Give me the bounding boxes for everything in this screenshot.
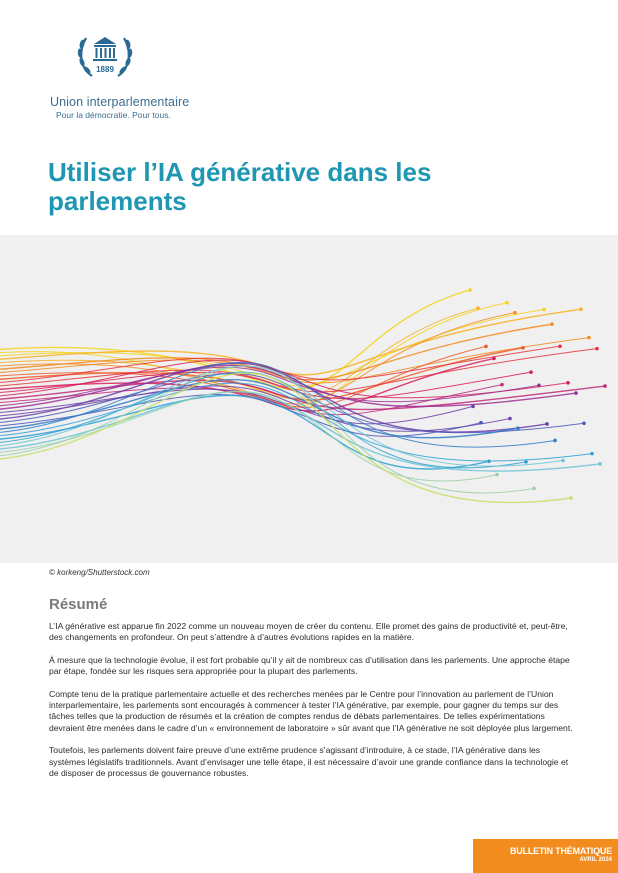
decorative-line-end [468, 288, 472, 292]
badge-label: BULLETIN THÉMATIQUE [509, 846, 612, 856]
organization-tagline: Pour la démocratie. Pour tous. [56, 110, 171, 120]
badge-date: AVRIL 2024 [579, 857, 612, 863]
summary-paragraph: Compte tenu de la pratique parlementaire actuelle et des recherches menées par le Centre pour l’innovation au parlement de l’Union interparlementaire, les parlements sont encouragés à commencer à tester l’IA générative, par exemple, pour gagner du temps sur des tâches telles que la production de résumés et la création de comptes rendus de débats parlementaires. De telles expérimentations devraient être menées dans le cadre d’un « environnement de laboratoire » sûr avant que l’IA générative ne soit déployée plus largement. [49, 688, 573, 733]
summary-paragraph: L’IA générative est apparue fin 2022 comme un nouveau moyen de créer du contenu. Elle promet des gains de productivité et, peut-être, des changements en profondeur. On peut s’attendre à d’autres évolutions rapides en la matière. [49, 621, 568, 643]
decorative-line-end [476, 306, 480, 310]
decorative-line-end [521, 346, 525, 350]
decorative-line-end [582, 421, 586, 425]
decorative-line-end [529, 370, 533, 374]
decorative-line-end [484, 345, 488, 349]
summary-body [49, 621, 574, 790]
decorative-line-end [479, 421, 483, 425]
bulletin-badge [473, 839, 618, 873]
decorative-line-end [579, 308, 583, 312]
decorative-line-end [505, 301, 509, 305]
decorative-line-end [524, 460, 528, 464]
hero-image [0, 235, 618, 563]
decorative-line-end [532, 487, 536, 491]
decorative-line-end [550, 322, 554, 326]
decorative-line-end [537, 384, 541, 388]
decorative-line-end [500, 383, 504, 387]
decorative-line-end [558, 344, 562, 348]
document-title: Utiliser l’IA générative dans les parlements [48, 157, 432, 216]
decorative-line-end [487, 459, 491, 463]
decorative-line-end [553, 439, 557, 443]
image-credit: © korkeng/Shutterstock.com [49, 568, 150, 577]
summary-paragraph: À mesure que la technologie évolue, il est fort probable qu’il y ait de nombreux cas d’utilisation dans les parlements. Une approche étape par étape, fondée sur les risques sera appropriée pour la plupart des parlements. [49, 654, 570, 677]
decorative-line-end [516, 426, 520, 430]
summary-heading: Résumé [49, 596, 108, 613]
decorative-line-end [574, 391, 578, 395]
decorative-line-end [590, 452, 594, 456]
decorative-line-end [542, 308, 546, 312]
decorative-line-end [603, 384, 607, 388]
colorful-flowing-lines-image [0, 235, 618, 563]
decorative-line-end [508, 417, 512, 421]
organization-name: Union interparlementaire [50, 95, 190, 109]
decorative-line-end [569, 496, 573, 500]
decorative-line-end [566, 381, 570, 385]
decorative-line-end [513, 311, 517, 315]
decorative-line-end [587, 336, 591, 340]
decorative-line-end [598, 462, 602, 466]
decorative-line-end [545, 422, 549, 426]
summary-paragraph: Toutefois, les parlements doivent faire preuve d’une extrême prudence s’agissant d’introduire, à ce stade, l’IA générative dans les systèmes législatifs traditionnels. Avant d’envisager une telle étape, il est nécessaire d’avoir une grande confiance dans la technologie et de disposer de processus de gouvernance robustes. [49, 745, 569, 778]
ipu-emblem-icon [72, 22, 138, 88]
decorative-line-end [492, 357, 496, 361]
decorative-line-end [561, 459, 565, 463]
decorative-line-end [495, 473, 499, 477]
logo-year: 1889 [96, 65, 114, 74]
decorative-line-end [471, 405, 475, 409]
decorative-line-end [595, 347, 599, 351]
